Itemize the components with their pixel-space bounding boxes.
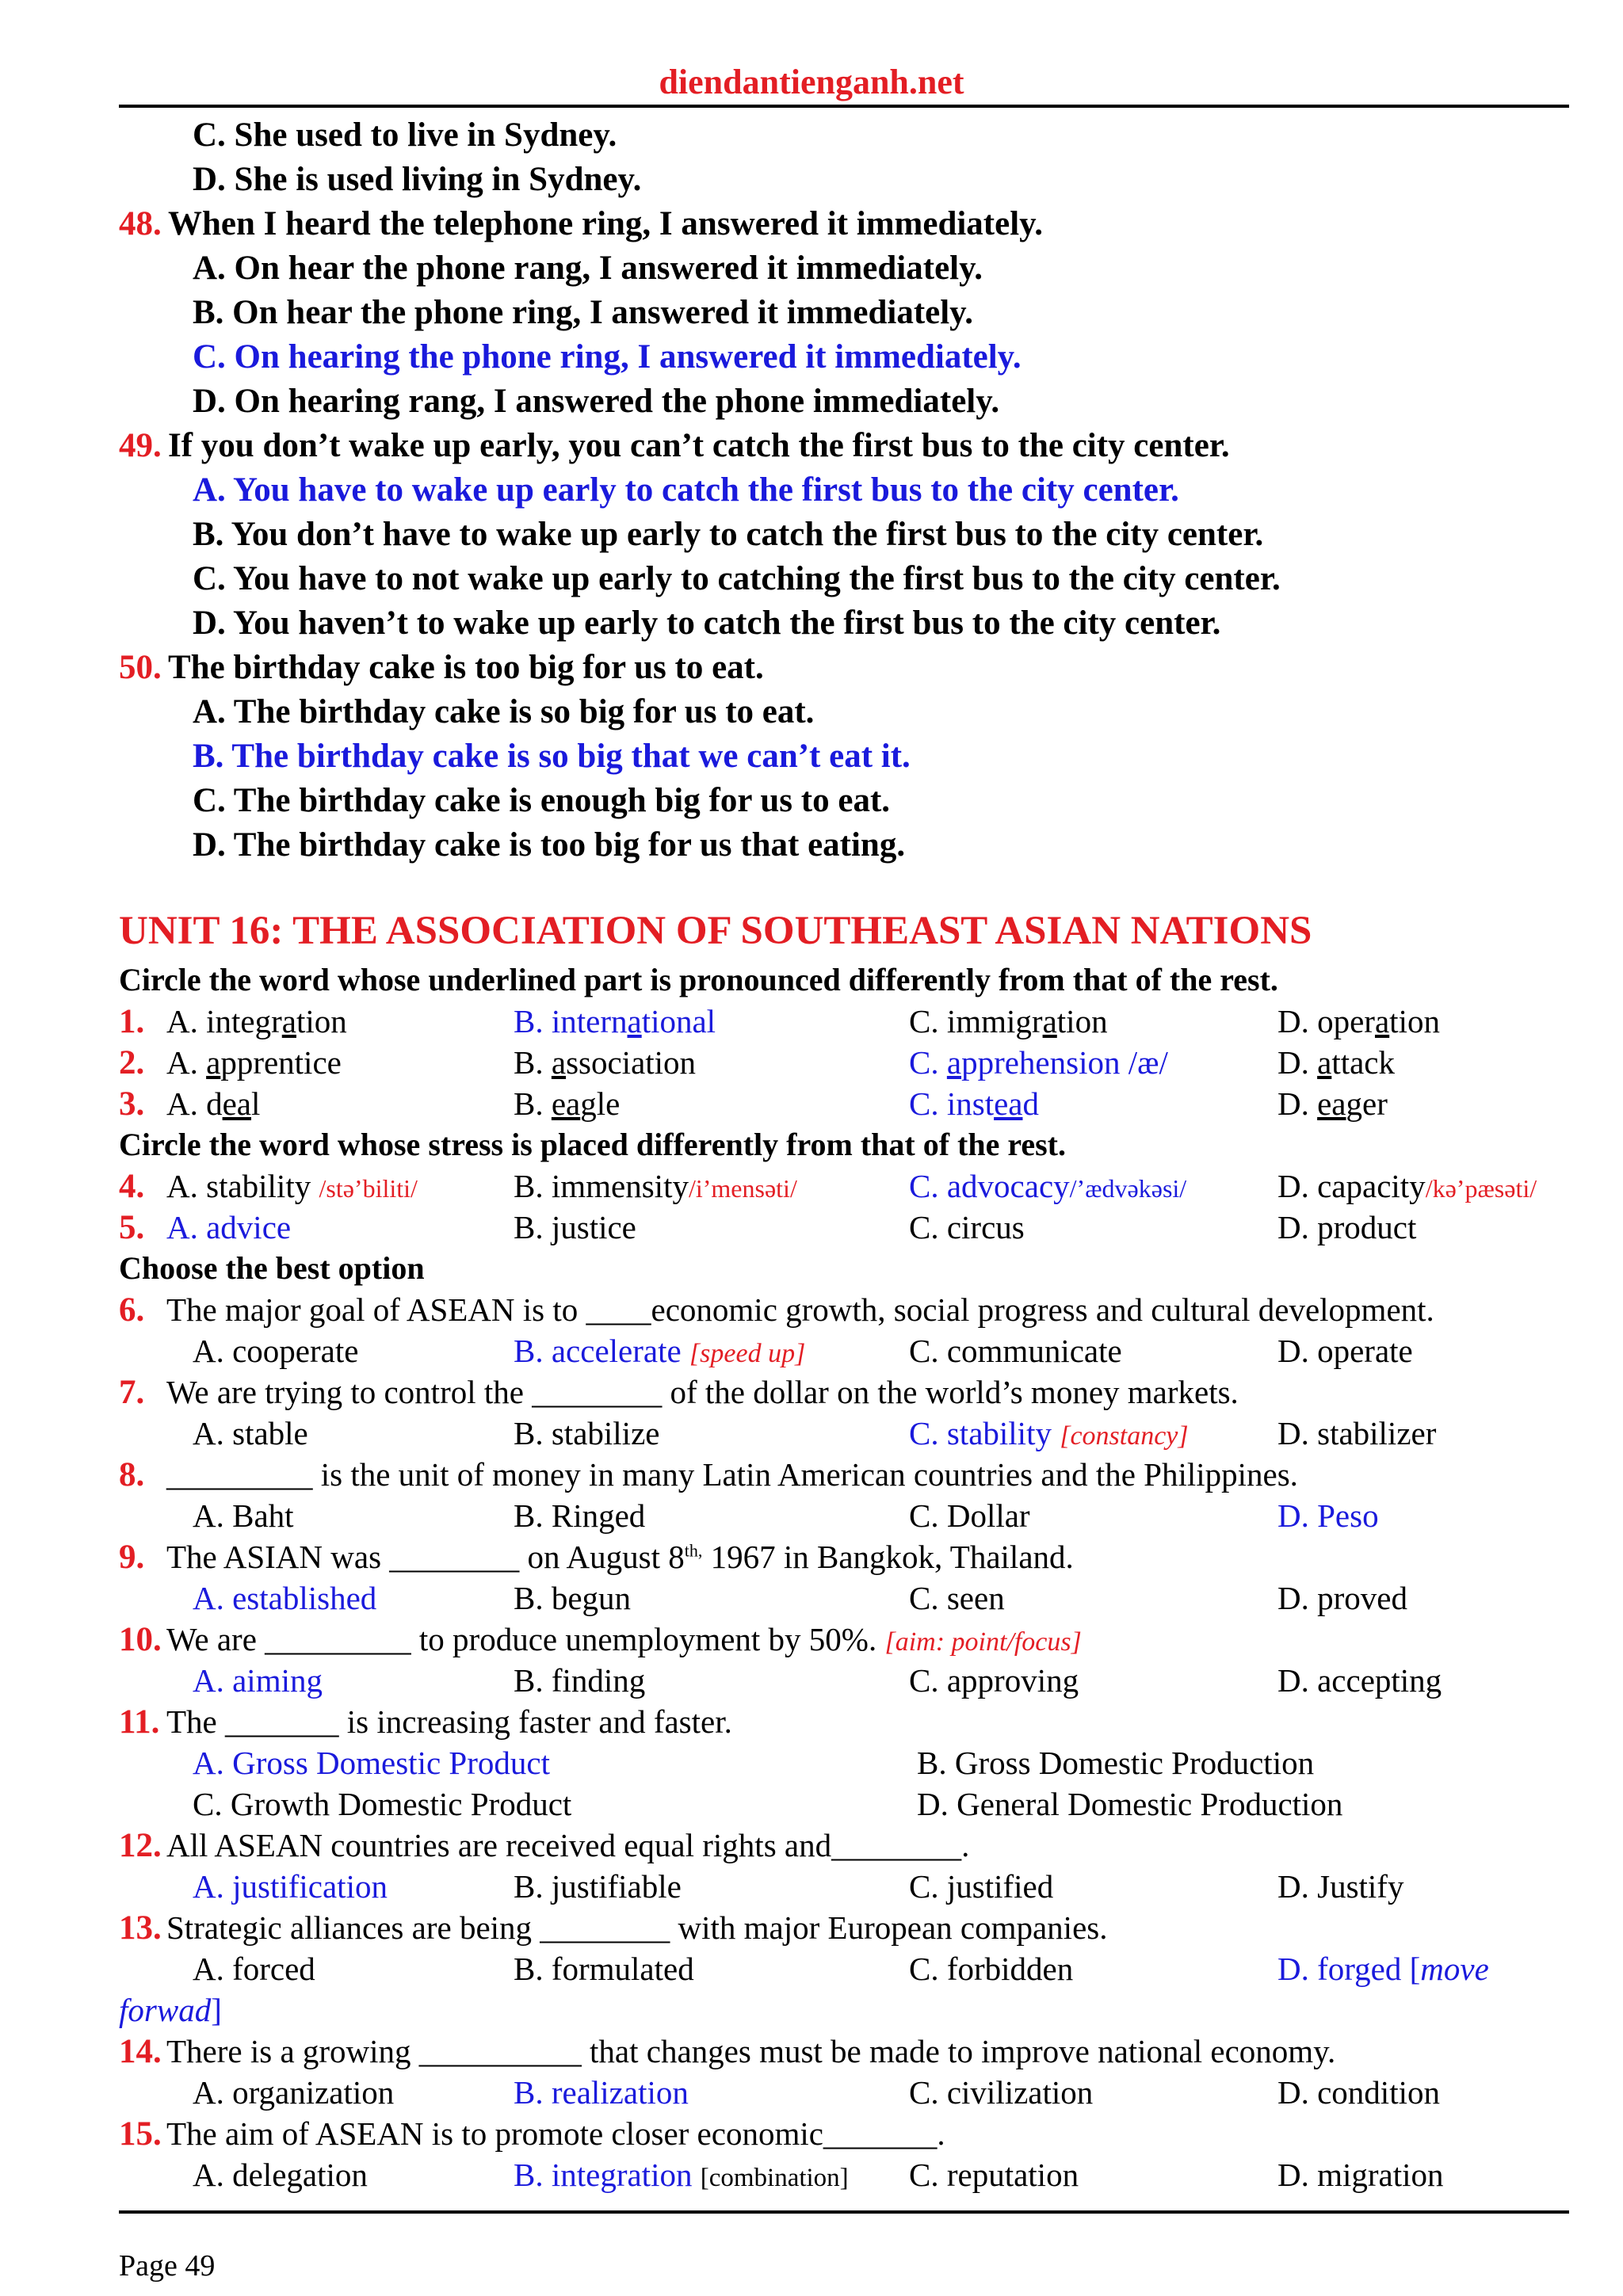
question-number: 49. [119,427,162,464]
option-a: A. stability /stə’biliti/ [166,1168,418,1204]
question-12 [0,1826,1623,1870]
question-10 [0,1620,1623,1664]
item-number: 4. [119,1168,145,1205]
question-6 [0,1291,1623,1334]
question-text: All ASEAN countries are received equal rights and________. [166,1827,970,1863]
question-text: The _______ is increasing faster and faster. [166,1703,732,1740]
option-b: B. justifiable [514,1868,682,1905]
option-d: D. operate [1277,1333,1413,1369]
question-text: Strategic alliances are being ________ with major European companies. [166,1909,1108,1946]
option-a: A. organization [193,2074,395,2111]
option-b-answer: B. integration [combination] [514,2157,849,2193]
options-12 [0,1867,1623,1911]
options-13-cont [0,1991,1623,2035]
option-c: C. seen [909,1580,1005,1616]
question-text: We are trying to control the ________ of the dollar on the world’s money markets. [166,1374,1239,1410]
option-b: B. immensity/i’mensəti/ [514,1168,797,1204]
question-number: 9. [119,1539,145,1576]
option-b: B. finding [514,1662,646,1699]
footer-rule [119,2210,1569,2214]
option-b: B. justice [514,1209,636,1245]
option-b-answer: B. international [514,1003,716,1039]
options-6 [0,1332,1623,1375]
option-line [0,515,1623,559]
question-number: 10. [119,1621,162,1658]
instruction-text: Choose the best option [119,1250,425,1286]
stress-item-5 [0,1208,1623,1252]
option-b: B. formulated [514,1951,694,1987]
option-d: D. accepting [1277,1662,1442,1699]
item-number: 5. [119,1209,145,1246]
options-7 [0,1414,1623,1458]
option-a: A. On hear the phone rang, I answered it immediately. [193,250,983,287]
option-b-answer: B. accelerate [speed up] [514,1333,806,1369]
instruction-stress [0,1126,1623,1169]
option-c: C. immigration [909,1003,1108,1039]
option-c-answer: C. apprehension /æ/ [909,1044,1168,1081]
option-a: A. cooperate [193,1333,359,1369]
option-d-continued: forwad] [119,1992,222,2028]
option-d: D. Justify [1277,1868,1404,1905]
option-d: D. operation [1277,1003,1440,1039]
option-line [0,737,1623,780]
question-text: _________ is the unit of money in many Latin American countries and the Philippines. [166,1456,1298,1493]
option-c: C. The birthday cake is enough big for us to eat. [193,782,891,819]
option-line [0,692,1623,736]
question-number: 8. [119,1456,145,1493]
options-15 [0,2156,1623,2199]
option-d: D. On hearing rang, I answered the phone immediately. [193,383,1000,420]
option-b: B. stabilize [514,1415,660,1451]
question-48 [0,204,1623,248]
option-line [0,826,1623,869]
option-line [0,249,1623,292]
option-b: B. You don’t have to wake up early to catch the first bus to the city center. [193,516,1264,553]
option-c: C. Growth Domestic Product [193,1786,572,1822]
instruction-choose [0,1249,1623,1293]
item-number: 3. [119,1085,145,1123]
header-rule [119,105,1569,108]
page-number: Page 49 [119,2249,216,2283]
option-c: C. reputation [909,2157,1079,2193]
option-d: D. migration [1277,2157,1444,2193]
option-line [0,471,1623,514]
question-13 [0,1909,1623,1952]
option-line [0,781,1623,825]
option-c-answer: C. instead [909,1085,1039,1122]
option-d-answer: D. Peso [1277,1497,1379,1534]
options-14 [0,2073,1623,2117]
question-number: 14. [119,2033,162,2070]
option-line [0,338,1623,381]
question-number: 12. [119,1827,162,1864]
option-d: D. You haven’t to wake up early to catch the first bus to the city center. [193,605,1221,642]
option-a: A. integration [166,1003,347,1039]
stress-item-4 [0,1167,1623,1211]
question-9 [0,1538,1623,1581]
options-8 [0,1497,1623,1540]
option-c: C. Dollar [909,1497,1030,1534]
option-d: D. The birthday cake is too big for us that eating. [193,826,906,864]
option-b-answer: B. realization [514,2074,689,2111]
item-number: 1. [119,1003,145,1040]
question-7 [0,1373,1623,1417]
question-text: If you don’t wake up early, you can’t catch the first bus to the city center. [168,427,1230,464]
option-d-answer: D. forged [move [1277,1951,1489,1987]
option-c: C. civilization [909,2074,1094,2111]
option-a: A. apprentice [166,1044,342,1081]
option-b: B. association [514,1044,697,1081]
option-d: D. proved [1277,1580,1407,1616]
question-number: 50. [119,649,162,686]
option-b: B. Ringed [514,1497,646,1534]
option-line [0,559,1623,603]
option-b: B. eagle [514,1085,621,1122]
instruction-text: Circle the word whose stress is placed differently from that of the rest. [119,1127,1066,1162]
question-15 [0,2115,1623,2158]
question-50 [0,648,1623,692]
option-a-answer: A. Gross Domestic Product [193,1745,550,1781]
instruction-pronunciation [0,961,1623,1005]
option-c-answer: C. On hearing the phone ring, I answered it immediately. [193,338,1022,376]
option-a-answer: A. You have to wake up early to catch the first bus to the city center. [193,471,1179,509]
question-text: We are _________ to produce unemployment by 50%. [aim: point/focus] [166,1621,1082,1657]
question-number: 48. [119,205,162,242]
question-number: 6. [119,1291,145,1329]
instruction-text: Circle the word whose underlined part is pronounced differently from that of the rest. [119,962,1278,997]
question-text: There is a growing __________ that changes must be made to improve national economy. [166,2033,1336,2069]
option-a: A. delegation [193,2157,368,2193]
option-c: C. communicate [909,1333,1122,1369]
option-b: B. Gross Domestic Production [917,1745,1315,1781]
question-8 [0,1455,1623,1499]
question-number: 13. [119,1909,162,1947]
options-11-ab [0,1744,1623,1787]
option-c: C. forbidden [909,1951,1074,1987]
option-a: A. stable [193,1415,308,1451]
question-number: 15. [119,2115,162,2153]
option-c: C. approving [909,1662,1079,1699]
item-number: 2. [119,1044,145,1081]
option-c: C. circus [909,1209,1025,1245]
site-header: diendantienganh.net [659,63,964,101]
option-b: B. On hear the phone ring, I answered it immediately. [193,294,974,331]
question-text: When I heard the telephone ring, I answered it immediately. [168,205,1044,242]
pron-item-1 [0,1002,1623,1046]
question-text: The aim of ASEAN is to promote closer economic_______. [166,2115,945,2152]
question-text: The major goal of ASEAN is to ____economic growth, social progress and cultural development. [166,1291,1434,1328]
pron-item-3 [0,1085,1623,1128]
option-a-answer: A. aiming [193,1662,323,1699]
pron-item-2 [0,1043,1623,1087]
option-d: D. capacity/kə’pæsəti/ [1277,1168,1537,1204]
options-10 [0,1661,1623,1705]
question-49 [0,426,1623,470]
option-d: D. attack [1277,1044,1395,1081]
option-a-answer: A. advice [166,1209,292,1245]
question-number: 7. [119,1374,145,1411]
option-d: D. product [1277,1209,1417,1245]
question-number: 11. [119,1703,160,1741]
option-c-answer: C. advocacy/’ædvəkəsi/ [909,1168,1187,1204]
option-d: D. She is used living in Sydney. [193,161,642,198]
option-line [0,293,1623,337]
option-a-answer: A. established [193,1580,377,1616]
unit-title: UNIT 16: THE ASSOCIATION OF SOUTHEAST ASIAN NATIONS [119,909,1312,953]
option-a: A. forced [193,1951,315,1987]
option-line [0,382,1623,425]
question-text: The ASIAN was ________ on August $8^{th,}$ 1967 in Bangkok, Thailand. [166,1539,1074,1575]
options-11-cd [0,1785,1623,1829]
option-d: D. General Domestic Production [917,1786,1343,1822]
question-text: The birthday cake is too big for us to eat. [168,649,764,686]
option-a: A. Baht [193,1497,294,1534]
option-b-answer: B. The birthday cake is so big that we can’t eat it. [193,738,911,775]
option-c-answer: C. stability [constancy] [909,1415,1189,1451]
option-a-answer: A. justification [193,1868,388,1905]
options-13 [0,1950,1623,1993]
option-c: C. justified [909,1868,1054,1905]
option-c: C. She used to live in Sydney. [193,116,617,154]
option-a: A. deal [166,1085,261,1122]
option-b: B. begun [514,1580,632,1616]
option-line [0,116,1623,159]
option-line [0,604,1623,647]
question-11 [0,1703,1623,1746]
option-line [0,160,1623,204]
option-d: D. stabilizer [1277,1415,1437,1451]
options-9 [0,1579,1623,1623]
option-d: D. eager [1277,1085,1388,1122]
option-d: D. condition [1277,2074,1440,2111]
option-a: A. The birthday cake is so big for us to eat. [193,693,815,730]
question-14 [0,2032,1623,2076]
option-c: C. You have to not wake up early to catching the first bus to the city center. [193,560,1281,597]
